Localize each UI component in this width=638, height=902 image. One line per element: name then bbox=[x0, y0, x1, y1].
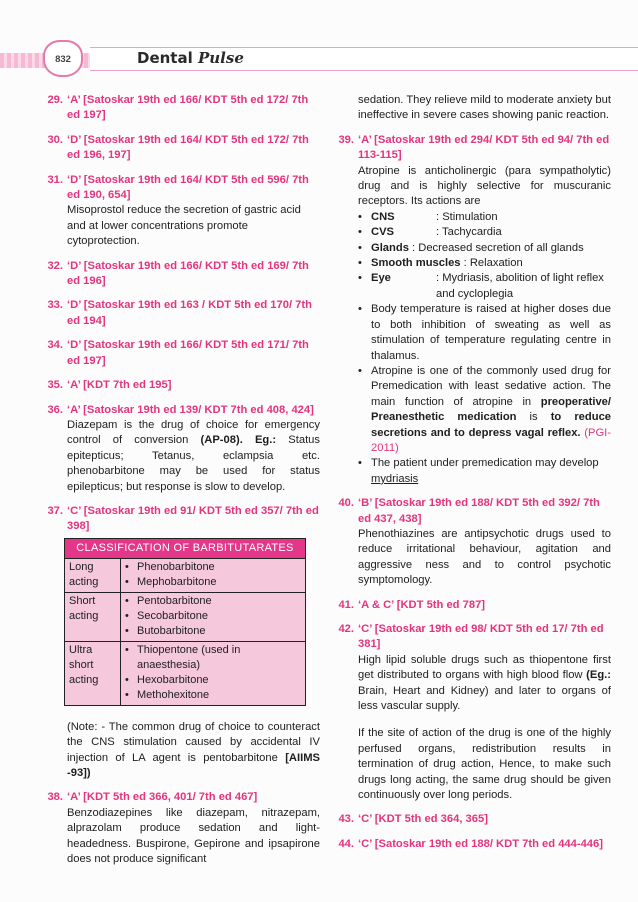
list-item: • Atropine is one of the commonly used drug for Premedication with least sedative action. The main function of atropine in preoperative/ Preanesthetic medication is to reduce secretions and to depress vagal reflex. (PGI-2011) bbox=[358, 364, 612, 454]
list-item: • The patient under premedication may develop mydriasis bbox=[358, 457, 599, 485]
page-number: 832 bbox=[55, 54, 71, 65]
explanation-text: Benzodiazepines like diazepam, nitrazepam, alprazolam produce sedation and light-headedness. Buspirone, Gepirone and ipsapirone does not produce significant bbox=[67, 806, 320, 865]
answer-29: 29. ‘A’ [Satoskar 19th ed 166/ KDT 5th ed 172/ 7th ed 197] bbox=[47, 94, 309, 122]
list-item: • Eye : Mydriasis, abolition of light reflex and cycloplegia bbox=[358, 272, 604, 300]
answer-41: 41. ‘A & C’ [KDT 5th ed 787] bbox=[338, 598, 486, 611]
explanation-text: High lipid soluble drugs such as thiopentone first get distributed to organs with high blood flow (Eg.: Brain, Heart and Kidney) and later to organs of less vascular supply. bbox=[358, 653, 611, 713]
answer-33: 33. ‘D’ [Satoskar 19th ed 163 / KDT 5th ed 170/ 7th ed 194] bbox=[47, 299, 312, 327]
left-column bbox=[30, 93, 320, 876]
answer-36: 36. ‘A’ [Satoskar 19th ed 139/ KDT 7th ed 408, 424] Diazepam is the drug of choice for emergency control of conversion (AP-08). Eg.: Status epitepticus; Tetanus, eclampsia etc. phenobarbitone may be used for status epilepticus; but response is slow to develop. bbox=[30, 403, 320, 495]
note-text: (Note: - The common drug of choice to counteract the CNS stimulation caused by accidental IV injection of LA agent is pentobarbitone [AIIMS -93]) bbox=[67, 720, 320, 779]
table-row: Ultra short acting • Thiopentone (used in anaesthesia) • Hexobarbitone • Methohexitone bbox=[65, 641, 306, 705]
explanation-text: Atropine is anticholinergic (para sympatholytic) drug and is highly selective for muscuranic receptors. Its actions are bbox=[358, 164, 611, 208]
explanation-text: Diazepam is the drug of choice for emergency control of conversion (AP-08). Eg.: Status epitepticus; Tetanus, eclampsia etc. phenobarbitone may be used for status epilepticus; but response is slow to develop. bbox=[67, 418, 320, 493]
answer-30: 30. ‘D’ [Satoskar 19th ed 164/ KDT 5th ed 172/ 7th ed 196, 197] bbox=[47, 133, 309, 162]
answer-31: 31. ‘D’ [Satoskar 19th ed 164/ KDT 5th ed 596/ 7th ed 190, 654] Misoprostol reduce the secretion of gastric acid and at lower concentrations promote cytoprotection. bbox=[30, 173, 320, 250]
list-item: • CNS : Stimulation bbox=[358, 210, 498, 223]
list-item: • CVS : Tachycardia bbox=[358, 226, 502, 239]
explanation-text: Misoprostol reduce the secretion of gastric acid and at lower concentrations promote cytoprotection. bbox=[67, 204, 301, 248]
list-item: • Body temperature is raised at higher doses due to both inhibition of sweating as well as stimulation of temperature regulating centre in thalamus. bbox=[358, 303, 611, 362]
table-row: Long acting • Phenobarbitone • Mephobarbitone bbox=[65, 558, 306, 592]
answer-34: 34. ‘D’ [Satoskar 19th ed 166/ KDT 5th ed 171/ 7th ed 197] bbox=[47, 339, 309, 367]
table-row: Short acting • Pentobarbitone • Secobarbitone • Butobarbitone bbox=[65, 592, 306, 641]
answer-44: 44. ‘C’ [Satoskar 19th ed 188/ KDT 7th ed 444-446] bbox=[338, 837, 603, 850]
list-item: • Smooth muscles : Relaxation bbox=[358, 257, 523, 270]
answer-39: 39. ‘A’ [Satoskar 19th ed 294/ KDT 5th ed 94/ 7th ed 113-115] Atropine is anticholinergic (para sympatholytic) drug and is highly selective for muscuranic receptors. Its actions are • CNS : Stimulation • CVS : Tachycardia • Glands : Decreased secretion of all glands • Smooth muscles : Relaxation • Eye : Mydriasis, abolition of light reflex and cycloplegia • Body temperature is raised at higher doses due to both inhibition of sweating as well as stimulation of temperature regulating centre in thalamus. • Atropine is one of the commonly used drug for Premedication with least sedative action. The main function of atropine in preoperative/ Preanesthetic medication is to reduce secretions and to depress vagal reflex. (PGI-2011) • The patient under premedication may develop mydriasis bbox=[321, 133, 611, 487]
answer-35: 35. ‘A’ [KDT 7th ed 195] bbox=[47, 379, 172, 392]
explanation-text: If the site of action of the drug is one of the highly perfused organs, redistribution results in termination of drug action, Hence, to make such drugs long acting, the same drug should be given continuously over long periods. bbox=[358, 727, 611, 802]
answer-42: 42. ‘C’ [Satoskar 19th ed 98/ KDT 5th ed 17/ 7th ed 381] High lipid soluble drugs such as thiopentone first get distributed to organs with high blood flow (Eg.: Brain, Heart and Kidney) and later to organs of less vascular supply. If the site of action of the drug is one of the highly perfused organs, redistribution results in termination of drug action, Hence, to make such drugs long acting, the same drug should be given continuously over long periods. bbox=[321, 622, 611, 803]
brand-title: Dental Pulse bbox=[137, 49, 244, 67]
explanation-text: Phenothiazines are antipsychotic drugs used to reduce irritational behaviour, agitation and aggressive ness and to control psychotic symptomology. bbox=[358, 527, 611, 587]
list-item: • Glands : Decreased secretion of all glands bbox=[358, 241, 584, 254]
continued-text: sedation. They relieve mild to moderate anxiety but ineffective in severe cases showing panic reaction. bbox=[358, 94, 611, 122]
answer-37: 37. ‘C’ [Satoskar 19th ed 91/ KDT 5th ed 357/ 7th ed 398] CLASSIFICATION OF BARBITUTARATES Long acting • Phenobarbitone • Mephobarbitone Short acting • Pentobarbitone • Secobarbitone • Butobarbitone Ultra short acting • Thiopentone (used in anaesthesia) • Hexobarbitone • Methohexitone (Note: - The common drug of choice to counteract the CNS stimulation caused by accidental IV injection of LA agent is pentobarbitone [AIIMS -93]) bbox=[30, 504, 320, 781]
table-title: CLASSIFICATION OF BARBITUTARATES bbox=[65, 538, 306, 558]
right-column bbox=[321, 93, 611, 861]
answer-40: 40. ‘B’ [Satoskar 19th ed 188/ KDT 5th ed 392/ 7th ed 437, 438] Phenothiazines are antipsychotic drugs used to reduce irritational behaviour, agitation and aggressive ness and to control psychotic symptomology. bbox=[321, 496, 611, 588]
answer-38: 38. ‘A’ [KDT 5th ed 366, 401/ 7th ed 467] Benzodiazepines like diazepam, nitrazepam, alprazolam produce sedation and light-headedness. Buspirone, Gepirone and ipsapirone does not produce significant bbox=[30, 790, 320, 867]
answer-43: 43. ‘C’ [KDT 5th ed 364, 365] bbox=[338, 813, 488, 826]
answer-32: 32. ‘D’ [Satoskar 19th ed 166/ KDT 5th ed 169/ 7th ed 196] bbox=[47, 259, 309, 288]
barbiturate-table bbox=[64, 538, 306, 706]
